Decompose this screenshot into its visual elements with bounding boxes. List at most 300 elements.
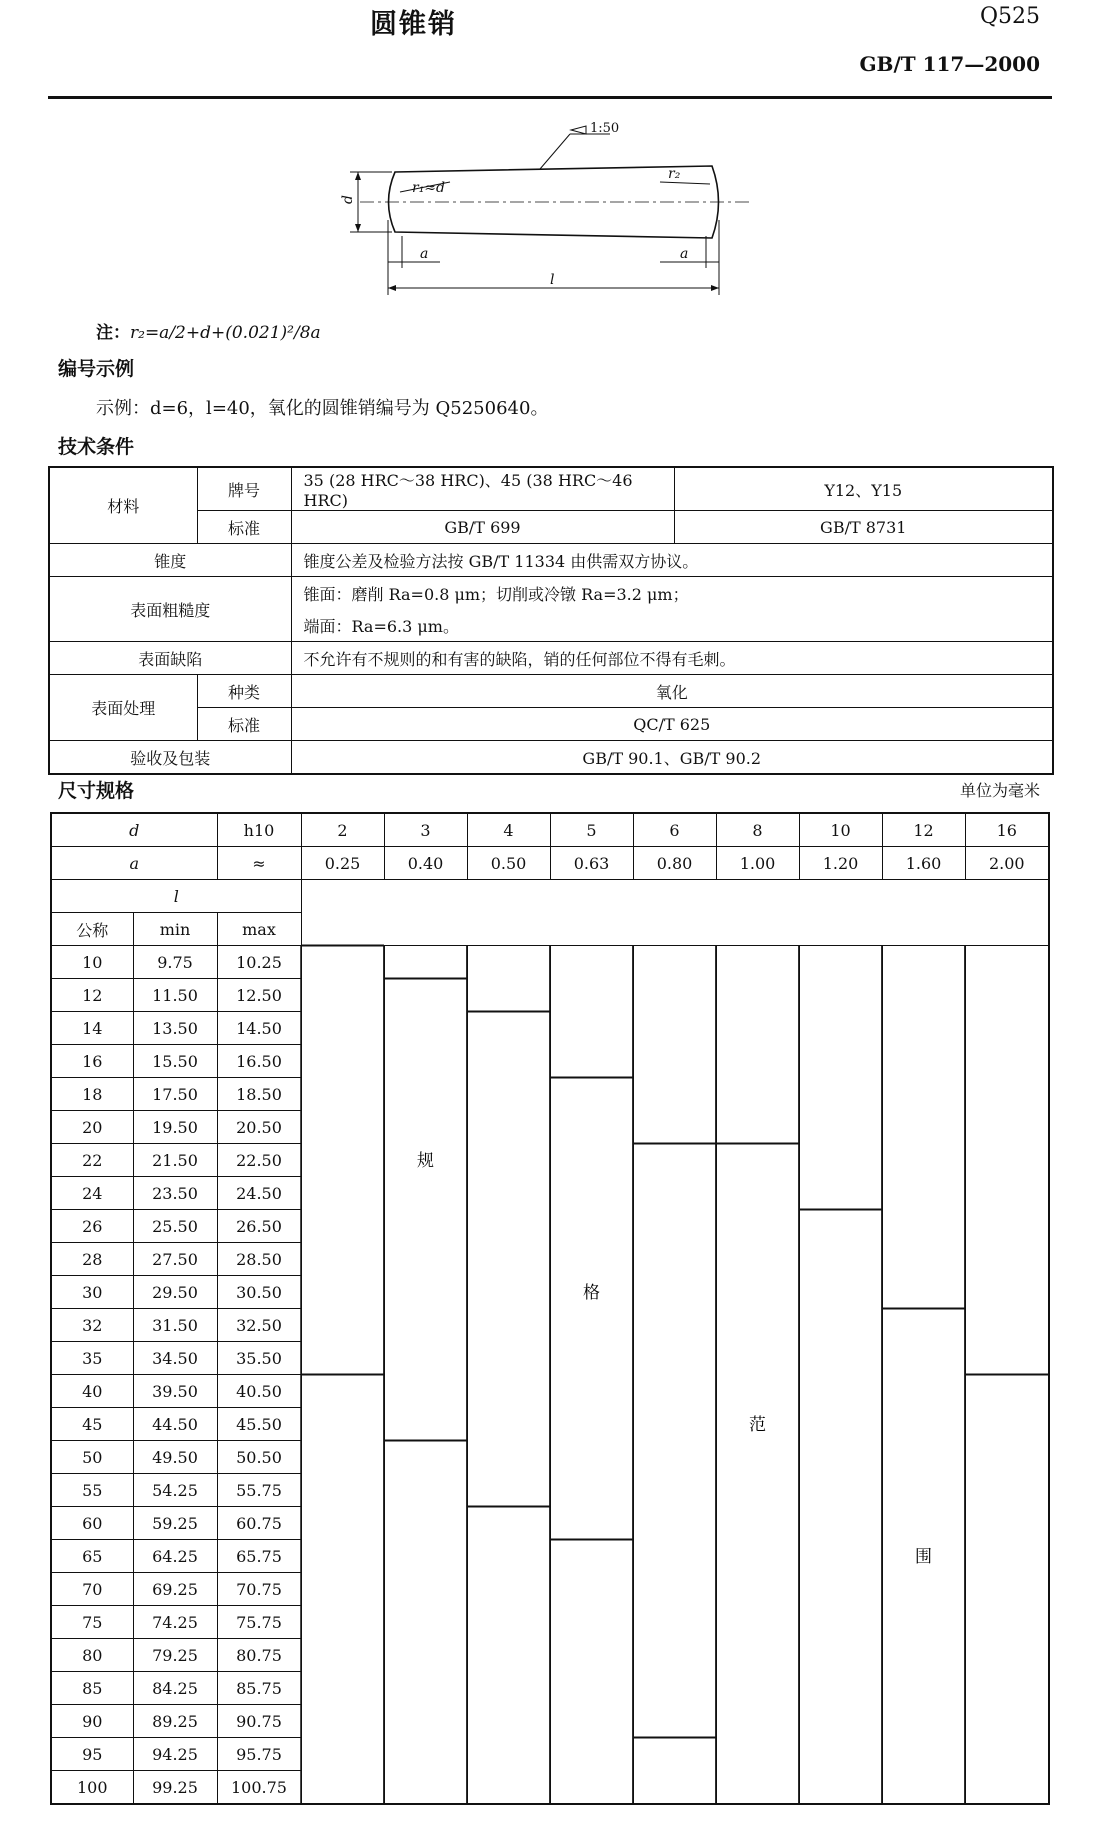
- roughness-value-2: 端面：Ra=6.3 μm。: [291, 609, 1053, 642]
- formula-note: [96, 318, 321, 343]
- range-cell: [550, 1573, 633, 1606]
- range-cell: [467, 1408, 550, 1441]
- range-cell: [467, 1672, 550, 1705]
- a-header: a: [51, 847, 217, 880]
- range-cell: [301, 1507, 384, 1540]
- d-value: 10: [799, 813, 882, 847]
- range-cell: [965, 1408, 1049, 1441]
- range-char: 围: [915, 1547, 932, 1567]
- table-row: [51, 979, 1049, 1012]
- table-row: [51, 1111, 1049, 1144]
- range-cell: [799, 1144, 882, 1177]
- range-cell: [799, 1111, 882, 1144]
- range-cell: [882, 1705, 965, 1738]
- range-cell: [799, 1045, 882, 1078]
- range-cell: [882, 1474, 965, 1507]
- range-cell: [384, 1705, 467, 1738]
- numbering-example: 示例：d=6，l=40，氧化的圆锥销编号为 Q5250640。: [96, 398, 549, 419]
- range-cell: [550, 1375, 633, 1408]
- row-max: 22.50: [217, 1144, 301, 1177]
- grade-value-1: 35 (28 HRC～38 HRC)、45 (38 HRC～46 HRC): [291, 467, 674, 511]
- range-cell: [716, 946, 799, 979]
- range-cell: [633, 1012, 716, 1045]
- row-max: 32.50: [217, 1309, 301, 1342]
- d-value: 5: [550, 813, 633, 847]
- a-tolerance: ≈: [217, 847, 301, 880]
- range-cell: [716, 1771, 799, 1805]
- a-value: 1.00: [716, 847, 799, 880]
- range-cell: [384, 1375, 467, 1408]
- range-cell: [550, 1177, 633, 1210]
- d-value: 3: [384, 813, 467, 847]
- row-min: 17.50: [133, 1078, 217, 1111]
- range-cell: [882, 1045, 965, 1078]
- table-row: [51, 1672, 1049, 1705]
- range-cell: [301, 1144, 384, 1177]
- range-cell: [882, 1177, 965, 1210]
- range-cell: [965, 1540, 1049, 1573]
- row-nominal: 90: [51, 1705, 133, 1738]
- range-cell: [965, 1441, 1049, 1474]
- range-cell: [633, 946, 716, 979]
- range-cell: [301, 1375, 384, 1408]
- taper-pin-drawing: [340, 120, 780, 300]
- range-cell: [467, 946, 550, 979]
- numbering-heading: 编号示例: [58, 358, 135, 380]
- range-cell: [301, 1672, 384, 1705]
- range-cell: [550, 1309, 633, 1342]
- dims-heading: 尺寸规格: [58, 780, 135, 802]
- range-cell: [467, 1375, 550, 1408]
- range-cell: [550, 1144, 633, 1177]
- range-cell: [882, 1540, 965, 1573]
- range-cell: [965, 1474, 1049, 1507]
- row-min: 64.25: [133, 1540, 217, 1573]
- range-cell: [384, 1606, 467, 1639]
- row-min: 23.50: [133, 1177, 217, 1210]
- range-cell: [799, 946, 882, 979]
- row-max: 90.75: [217, 1705, 301, 1738]
- row-nominal: 70: [51, 1573, 133, 1606]
- row-nominal: 55: [51, 1474, 133, 1507]
- range-cell: [716, 1738, 799, 1771]
- range-cell: [716, 1408, 799, 1441]
- range-cell: [301, 1012, 384, 1045]
- range-cell: [965, 1045, 1049, 1078]
- row-min: 11.50: [133, 979, 217, 1012]
- range-cell: [384, 1408, 467, 1441]
- range-cell: [799, 979, 882, 1012]
- range-cell: [716, 1045, 799, 1078]
- range-cell: [301, 1111, 384, 1144]
- range-cell: [799, 1210, 882, 1243]
- d-value: 4: [467, 813, 550, 847]
- range-cell: [301, 1639, 384, 1672]
- range-cell: [716, 1012, 799, 1045]
- unit-note: 单位为毫米: [959, 781, 1040, 800]
- taper-value: 锥度公差及检验方法按 GB/T 11334 由供需双方协议。: [291, 544, 1053, 577]
- row-min: 74.25: [133, 1606, 217, 1639]
- row-nominal: 24: [51, 1177, 133, 1210]
- range-cell: [467, 1045, 550, 1078]
- grade-label: 牌号: [197, 467, 291, 511]
- row-min: 59.25: [133, 1507, 217, 1540]
- range-cell: [882, 1012, 965, 1045]
- range-cell: [550, 1408, 633, 1441]
- range-cell: [467, 979, 550, 1012]
- range-cell: [550, 1276, 633, 1309]
- range-cell: [384, 1276, 467, 1309]
- table-row: [51, 1639, 1049, 1672]
- row-max: 50.50: [217, 1441, 301, 1474]
- row-nominal: 60: [51, 1507, 133, 1540]
- range-cell: [965, 1111, 1049, 1144]
- range-cell: [384, 1078, 467, 1111]
- range-cell: [550, 1012, 633, 1045]
- range-cell: [716, 1111, 799, 1144]
- range-cell: [550, 1540, 633, 1573]
- table-row: [51, 1309, 1049, 1342]
- roughness-label: 表面粗糙度: [49, 577, 291, 642]
- range-cell: [301, 946, 384, 979]
- range-cell: [716, 1639, 799, 1672]
- row-max: 65.75: [217, 1540, 301, 1573]
- kind-label: 种类: [197, 675, 291, 708]
- range-cell: [882, 1276, 965, 1309]
- range-cell: [965, 1078, 1049, 1111]
- range-cell: [633, 1276, 716, 1309]
- table-row: [51, 1705, 1049, 1738]
- row-max: 75.75: [217, 1606, 301, 1639]
- range-cell: [799, 1507, 882, 1540]
- row-max: 85.75: [217, 1672, 301, 1705]
- range-cell: [882, 1144, 965, 1177]
- row-min: 84.25: [133, 1672, 217, 1705]
- row-max: 16.50: [217, 1045, 301, 1078]
- range-cell: [467, 1606, 550, 1639]
- tech-heading: 技术条件: [58, 436, 135, 458]
- range-cell: [965, 979, 1049, 1012]
- row-max: 18.50: [217, 1078, 301, 1111]
- row-nominal: 30: [51, 1276, 133, 1309]
- row-min: 29.50: [133, 1276, 217, 1309]
- range-cell: [467, 1573, 550, 1606]
- range-cell: [467, 1507, 550, 1540]
- material-label: 材料: [49, 467, 197, 544]
- col-max: max: [217, 913, 301, 946]
- treatment-label: 表面处理: [49, 675, 197, 741]
- row-min: 13.50: [133, 1012, 217, 1045]
- row-max: 10.25: [217, 946, 301, 979]
- row-min: 89.25: [133, 1705, 217, 1738]
- range-cell: [301, 1177, 384, 1210]
- range-cell: [550, 1243, 633, 1276]
- range-cell: [633, 1441, 716, 1474]
- range-cell: [301, 1441, 384, 1474]
- std-value-1: GB/T 699: [291, 511, 674, 544]
- range-cell: [716, 1276, 799, 1309]
- range-cell: [384, 1738, 467, 1771]
- range-cell: [467, 1342, 550, 1375]
- a-value: 2.00: [965, 847, 1049, 880]
- std-value-2: GB/T 8731: [674, 511, 1053, 544]
- range-cell: [965, 1771, 1049, 1805]
- l-header: l: [51, 880, 301, 913]
- range-cell: [467, 1012, 550, 1045]
- range-cell: [882, 1771, 965, 1805]
- row-nominal: 18: [51, 1078, 133, 1111]
- row-nominal: 100: [51, 1771, 133, 1805]
- range-cell: [384, 1177, 467, 1210]
- row-min: 39.50: [133, 1375, 217, 1408]
- range-cell: [965, 1639, 1049, 1672]
- range-cell: [633, 1309, 716, 1342]
- range-cell: [716, 1474, 799, 1507]
- range-cell: [550, 1111, 633, 1144]
- range-cell: [716, 1540, 799, 1573]
- range-cell: [799, 1078, 882, 1111]
- table-row: [51, 1243, 1049, 1276]
- taper-label: 锥度: [49, 544, 291, 577]
- a-left-label: a: [420, 246, 429, 262]
- range-cell: [799, 1012, 882, 1045]
- range-cell: [716, 1309, 799, 1342]
- acceptance-label: 验收及包装: [49, 741, 291, 775]
- range-cell: [882, 1408, 965, 1441]
- range-char: 范: [749, 1415, 766, 1435]
- range-cell: [301, 1540, 384, 1573]
- table-row: [51, 1474, 1049, 1507]
- range-cell: [301, 1705, 384, 1738]
- row-nominal: 50: [51, 1441, 133, 1474]
- range-cell: [965, 1375, 1049, 1408]
- row-nominal: 85: [51, 1672, 133, 1705]
- range-cell: [633, 1672, 716, 1705]
- row-min: 19.50: [133, 1111, 217, 1144]
- range-cell: [965, 1210, 1049, 1243]
- range-cell: [882, 1375, 965, 1408]
- range-cell: [301, 1243, 384, 1276]
- range-cell: [882, 979, 965, 1012]
- treatment-std-value: QC/T 625: [291, 708, 1053, 741]
- row-min: 15.50: [133, 1045, 217, 1078]
- range-cell: [716, 1210, 799, 1243]
- range-cell: [301, 1045, 384, 1078]
- table-row: [51, 1771, 1049, 1805]
- row-min: 79.25: [133, 1639, 217, 1672]
- row-min: 54.25: [133, 1474, 217, 1507]
- range-cell: [550, 1771, 633, 1805]
- range-cell: [882, 1243, 965, 1276]
- range-cell: [799, 1177, 882, 1210]
- defect-value: 不允许有不规则的和有害的缺陷，销的任何部位不得有毛刺。: [291, 642, 1053, 675]
- row-nominal: 80: [51, 1639, 133, 1672]
- range-cell: [301, 1309, 384, 1342]
- std-label: 标准: [197, 511, 291, 544]
- row-min: 27.50: [133, 1243, 217, 1276]
- row-max: 45.50: [217, 1408, 301, 1441]
- row-min: 34.50: [133, 1342, 217, 1375]
- row-nominal: 75: [51, 1606, 133, 1639]
- range-cell: [716, 1573, 799, 1606]
- a-value: 0.25: [301, 847, 384, 880]
- row-nominal: 14: [51, 1012, 133, 1045]
- row-max: 14.50: [217, 1012, 301, 1045]
- row-max: 35.50: [217, 1342, 301, 1375]
- row-nominal: 20: [51, 1111, 133, 1144]
- range-cell: [384, 1441, 467, 1474]
- table-row: [51, 1738, 1049, 1771]
- range-cell: [799, 1606, 882, 1639]
- range-cell: [716, 1243, 799, 1276]
- range-cell: [799, 1738, 882, 1771]
- row-nominal: 28: [51, 1243, 133, 1276]
- range-cell: [882, 1606, 965, 1639]
- row-nominal: 16: [51, 1045, 133, 1078]
- d-value: 8: [716, 813, 799, 847]
- range-cell: [467, 1474, 550, 1507]
- row-max: 60.75: [217, 1507, 301, 1540]
- d-value: 12: [882, 813, 965, 847]
- row-max: 55.75: [217, 1474, 301, 1507]
- range-cell: [633, 1408, 716, 1441]
- range-cell: [550, 1045, 633, 1078]
- row-max: 40.50: [217, 1375, 301, 1408]
- range-cell: [882, 946, 965, 979]
- row-nominal: 95: [51, 1738, 133, 1771]
- table-row: [51, 946, 1049, 979]
- range-cell: [799, 1441, 882, 1474]
- range-cell: [633, 1177, 716, 1210]
- range-cell: [965, 1606, 1049, 1639]
- range-cell: [799, 1408, 882, 1441]
- range-cell: [550, 1738, 633, 1771]
- range-cell: [965, 1672, 1049, 1705]
- range-cell: [301, 1342, 384, 1375]
- range-cell: [633, 1045, 716, 1078]
- range-cell: [467, 1276, 550, 1309]
- range-cell: [384, 1210, 467, 1243]
- table-row: [51, 1078, 1049, 1111]
- defect-label: 表面缺陷: [49, 642, 291, 675]
- range-cell: [633, 1639, 716, 1672]
- range-cell: [965, 1012, 1049, 1045]
- range-cell: [384, 1771, 467, 1805]
- a-value: 0.63: [550, 847, 633, 880]
- range-cell: [882, 1573, 965, 1606]
- range-cell: [965, 1243, 1049, 1276]
- table-row: [51, 1342, 1049, 1375]
- range-cell: [384, 1474, 467, 1507]
- range-cell: [467, 1540, 550, 1573]
- d-value: 2: [301, 813, 384, 847]
- range-cell: [965, 1738, 1049, 1771]
- range-cell: [384, 1672, 467, 1705]
- range-cell: [550, 1441, 633, 1474]
- range-cell: [467, 1705, 550, 1738]
- row-max: 26.50: [217, 1210, 301, 1243]
- range-cell: [550, 1210, 633, 1243]
- range-cell: [882, 1507, 965, 1540]
- table-row: [51, 1144, 1049, 1177]
- range-cell: [467, 1177, 550, 1210]
- table-row: [51, 1276, 1049, 1309]
- range-cell: [965, 1144, 1049, 1177]
- range-cell: [799, 1540, 882, 1573]
- range-cell: [550, 1639, 633, 1672]
- range-cell: [799, 1771, 882, 1805]
- a-value: 1.60: [882, 847, 965, 880]
- row-nominal: 35: [51, 1342, 133, 1375]
- r2-label: r₂: [668, 166, 681, 182]
- range-cell: [301, 1573, 384, 1606]
- range-cell: [301, 1606, 384, 1639]
- standard-number: GB/T 117—2000: [859, 52, 1040, 76]
- row-nominal: 22: [51, 1144, 133, 1177]
- table-row: [51, 1210, 1049, 1243]
- range-cell: [716, 979, 799, 1012]
- range-cell: [301, 1771, 384, 1805]
- range-cell: [550, 1507, 633, 1540]
- range-cell: [384, 1144, 467, 1177]
- range-cell: [633, 1738, 716, 1771]
- range-cell: [301, 1474, 384, 1507]
- row-nominal: 65: [51, 1540, 133, 1573]
- table-row: [51, 1177, 1049, 1210]
- col-nominal: 公称: [51, 913, 133, 946]
- row-max: 12.50: [217, 979, 301, 1012]
- l-label: l: [550, 272, 555, 288]
- range-cell: [716, 1342, 799, 1375]
- range-cell: [467, 1243, 550, 1276]
- page-title: 圆锥销: [370, 9, 457, 40]
- range-cell: [716, 1177, 799, 1210]
- range-cell: [301, 979, 384, 1012]
- range-cell: [882, 1672, 965, 1705]
- range-cell: [633, 1540, 716, 1573]
- range-cell: [633, 1606, 716, 1639]
- row-min: 25.50: [133, 1210, 217, 1243]
- d-tolerance: h10: [217, 813, 301, 847]
- d-value: 16: [965, 813, 1049, 847]
- row-nominal: 10: [51, 946, 133, 979]
- range-cell: [799, 1276, 882, 1309]
- note-formula: r₂=a/2+d+(0.021)²/8a: [130, 323, 321, 343]
- range-cell: [550, 1474, 633, 1507]
- range-cell: [384, 946, 467, 979]
- row-max: 28.50: [217, 1243, 301, 1276]
- range-cell: [882, 1441, 965, 1474]
- range-cell: [882, 1309, 965, 1342]
- d-dim-label: d: [340, 195, 356, 204]
- row-min: 44.50: [133, 1408, 217, 1441]
- range-cell: [301, 1078, 384, 1111]
- range-cell: [799, 1243, 882, 1276]
- range-cell: [965, 1507, 1049, 1540]
- table-row: [51, 1573, 1049, 1606]
- range-cell: [384, 1309, 467, 1342]
- roughness-value-1: 锥面：磨削 Ra=0.8 μm；切削或冷镦 Ra=3.2 μm；: [291, 577, 1053, 610]
- r1-label: r₁≈d: [412, 180, 445, 196]
- range-cell: [965, 1309, 1049, 1342]
- d-header: d: [51, 813, 217, 847]
- row-min: 49.50: [133, 1441, 217, 1474]
- row-min: 94.25: [133, 1738, 217, 1771]
- row-min: 69.25: [133, 1573, 217, 1606]
- range-cell: [384, 1012, 467, 1045]
- grade-value-2: Y12、Y15: [674, 467, 1053, 511]
- range-cell: [633, 979, 716, 1012]
